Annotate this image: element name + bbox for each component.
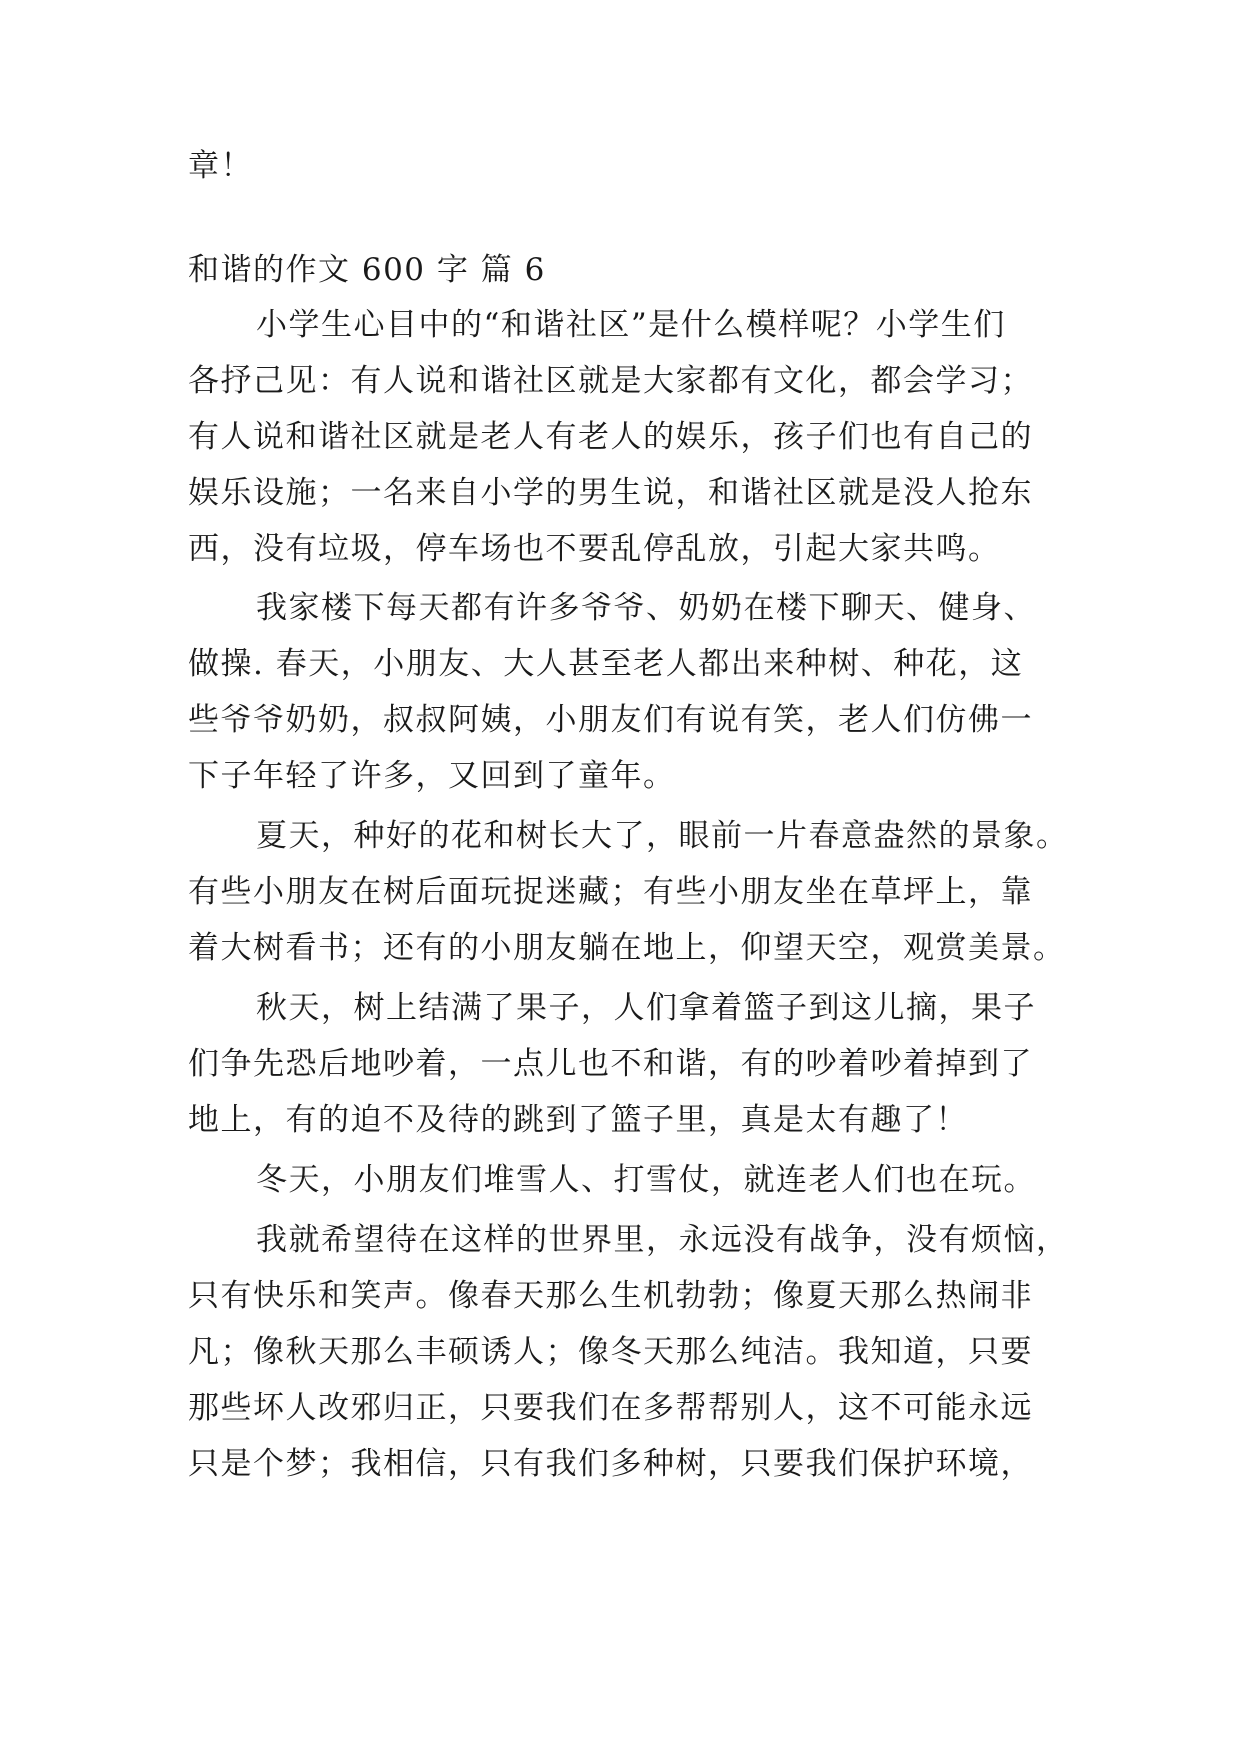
- paragraph-line: 西，没有垃圾，停车场也不要乱停乱放，引起大家共鸣。: [188, 531, 1001, 567]
- paragraph-line: 夏天，种好的花和树长大了，眼前一片春意盎然的景象。: [256, 818, 1069, 854]
- paragraph-line: 娱乐设施；一名来自小学的男生说，和谐社区就是没人抢东: [188, 475, 1033, 511]
- paragraph-line: 我家楼下每天都有许多爷爷、奶奶在楼下聊天、健身、: [256, 590, 1036, 626]
- paragraph-line: 们争先恐后地吵着，一点儿也不和谐，有的吵着吵着掉到了: [188, 1046, 1033, 1082]
- paragraph-line: 些爷爷奶奶，叔叔阿姨，小朋友们有说有笑，老人们仿佛一: [188, 702, 1033, 738]
- paragraph-line: 冬天，小朋友们堆雪人、打雪仗，就连老人们也在玩。: [256, 1162, 1036, 1198]
- paragraph-line: 秋天，树上结满了果子，人们拿着篮子到这儿摘，果子: [256, 990, 1036, 1026]
- paragraph-line: 小学生心目中的“和谐社区”是什么模样呢？小学生们: [256, 307, 1006, 343]
- paragraph-line: 着大树看书；还有的小朋友躺在地上，仰望天空，观赏美景。: [188, 930, 1066, 966]
- paragraph-line: 只是个梦；我相信，只有我们多种树，只要我们保护环境，: [188, 1446, 1033, 1482]
- paragraph-line: 只有快乐和笑声。像春天那么生机勃勃；像夏天那么热闹非: [188, 1278, 1033, 1314]
- paragraph-line: 各抒己见：有人说和谐社区就是大家都有文化，都会学习；: [188, 363, 1033, 399]
- continuation-text: 章！: [188, 148, 253, 184]
- paragraph-line: 那些坏人改邪归正，只要我们在多帮帮别人，这不可能永远: [188, 1390, 1033, 1426]
- paragraph-line: 我就希望待在这样的世界里，永远没有战争，没有烦恼，: [256, 1222, 1069, 1258]
- paragraph-line: 凡；像秋天那么丰硕诱人；像冬天那么纯洁。我知道，只要: [188, 1334, 1033, 1370]
- paragraph-line: 地上，有的迫不及待的跳到了篮子里，真是太有趣了！: [188, 1102, 968, 1138]
- paragraph-line: 下子年轻了许多，又回到了童年。: [188, 758, 676, 794]
- section-heading: 和谐的作文 600 字 篇 6: [188, 252, 546, 288]
- paragraph-line: 有人说和谐社区就是老人有老人的娱乐，孩子们也有自己的: [188, 419, 1033, 455]
- paragraph-line: 有些小朋友在树后面玩捉迷藏；有些小朋友坐在草坪上，靠: [188, 874, 1033, 910]
- paragraph-line: 做操. 春天，小朋友、大人甚至老人都出来种树、种花，这: [188, 646, 1024, 682]
